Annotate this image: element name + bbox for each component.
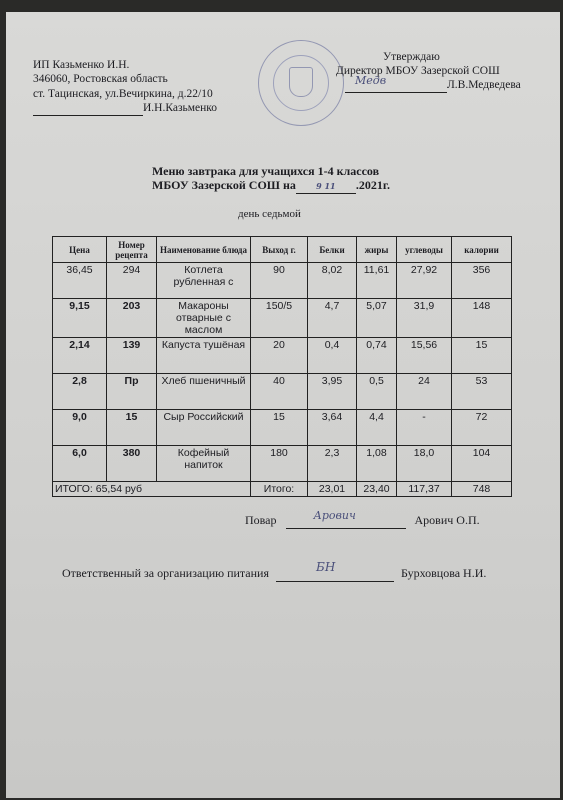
cell-dish: Капуста тушёная — [157, 338, 251, 374]
header-right-name: Медв Л.В.Медведева — [345, 78, 521, 93]
cell-carbs: - — [397, 410, 452, 446]
header-dish: Наименование блюда — [157, 237, 251, 263]
handwritten-date: 9 11 — [316, 181, 336, 191]
cell-recipe: 294 — [107, 263, 157, 299]
cell-fat: 4,4 — [357, 410, 397, 446]
cell-kcal: 53 — [452, 374, 512, 410]
cell-price: 2,8 — [53, 374, 107, 410]
cell-price: 36,45 — [53, 263, 107, 299]
cook-signature: Арович — [313, 509, 356, 522]
cell-fat: 1,08 — [357, 446, 397, 482]
cell-kcal: 15 — [452, 338, 512, 374]
header-left-line3: ст. Тацинская, ул.Вечиркина, д.22/10 — [33, 88, 213, 100]
cell-fat: 5,07 — [357, 299, 397, 338]
cell-dish: Сыр Российский — [157, 410, 251, 446]
table-row — [53, 410, 512, 446]
cell-yield: 90 — [251, 263, 308, 299]
header-right-approve: Утверждаю — [383, 51, 440, 63]
cell-dish: Кофейный напиток — [157, 446, 251, 482]
total-carbs: 117,37 — [397, 482, 452, 497]
cell-fat: 0,5 — [357, 374, 397, 410]
header-left-line2: 346060, Ростовская область — [33, 73, 168, 85]
cell-protein: 3,95 — [308, 374, 357, 410]
cell-protein: 3,64 — [308, 410, 357, 446]
cell-dish: Котлета рубленная с — [157, 263, 251, 299]
day-label: день седьмой — [238, 208, 301, 220]
table-row — [53, 299, 512, 338]
table-row — [53, 446, 512, 482]
cell-yield: 15 — [251, 410, 308, 446]
header-yield: Выход г. — [251, 237, 308, 263]
cell-fat: 0,74 — [357, 338, 397, 374]
cell-carbs: 24 — [397, 374, 452, 410]
cell-recipe: 15 — [107, 410, 157, 446]
cell-recipe: 139 — [107, 338, 157, 374]
total-kcal: 748 — [452, 482, 512, 497]
cell-yield: 180 — [251, 446, 308, 482]
menu-title: Меню завтрака для учащихся 1-4 классов — [152, 164, 380, 178]
cell-yield: 150/5 — [251, 299, 308, 338]
cell-protein: 2,3 — [308, 446, 357, 482]
total-cost: ИТОГО: 65,54 руб — [53, 482, 251, 497]
cell-protein: 4,7 — [308, 299, 357, 338]
responsible-signature-line: Ответственный за организацию питания БН Бурховцова Н.И. — [62, 560, 487, 580]
header-carbs: углеводы — [397, 237, 452, 263]
header-price: Цена — [53, 237, 107, 263]
cell-yield: 40 — [251, 374, 308, 410]
total-label: Итого: — [251, 482, 308, 497]
cell-protein: 8,02 — [308, 263, 357, 299]
cell-price: 9,15 — [53, 299, 107, 338]
header-protein: Белки — [308, 237, 357, 263]
header-left-line1: ИП Казьменко И.Н. — [33, 59, 130, 71]
cell-fat: 11,61 — [357, 263, 397, 299]
cell-recipe: Пр — [107, 374, 157, 410]
cell-dish: Хлеб пшеничный — [157, 374, 251, 410]
cell-price: 2,14 — [53, 338, 107, 374]
cell-carbs: 27,92 — [397, 263, 452, 299]
cell-carbs: 31,9 — [397, 299, 452, 338]
cell-kcal: 72 — [452, 410, 512, 446]
total-protein: 23,01 — [308, 482, 357, 497]
cell-protein: 0,4 — [308, 338, 357, 374]
director-signature: Медв — [355, 74, 387, 87]
menu-subtitle: МБОУ Зазерской СОШ на 9 11 .2021г. — [152, 178, 390, 192]
header-kcal: калории — [452, 237, 512, 263]
menu-table — [52, 236, 512, 497]
cell-kcal: 356 — [452, 263, 512, 299]
header-recipe: Номер рецепта — [107, 237, 157, 263]
cell-carbs: 15,56 — [397, 338, 452, 374]
cell-price: 9,0 — [53, 410, 107, 446]
cell-kcal: 148 — [452, 299, 512, 338]
responsible-signature: БН — [316, 560, 336, 574]
official-stamp — [258, 40, 344, 126]
table-row — [53, 263, 512, 299]
total-fat: 23,40 — [357, 482, 397, 497]
cell-kcal: 104 — [452, 446, 512, 482]
cell-recipe: 380 — [107, 446, 157, 482]
cell-carbs: 18,0 — [397, 446, 452, 482]
table-row — [53, 338, 512, 374]
cell-price: 6,0 — [53, 446, 107, 482]
cook-signature-line: Повар Арович Арович О.П. — [245, 509, 480, 527]
header-left-line4: И.Н.Казьменко — [33, 101, 217, 116]
header-fat: жиры — [357, 237, 397, 263]
cell-recipe: 203 — [107, 299, 157, 338]
table-row — [53, 374, 512, 410]
header-right-position: Директор МБОУ Зазерской СОШ — [336, 65, 500, 77]
cell-yield: 20 — [251, 338, 308, 374]
cell-dish: Макароны отварные с маслом — [157, 299, 251, 338]
table-total-row — [53, 482, 512, 497]
table-header-row — [53, 237, 512, 263]
